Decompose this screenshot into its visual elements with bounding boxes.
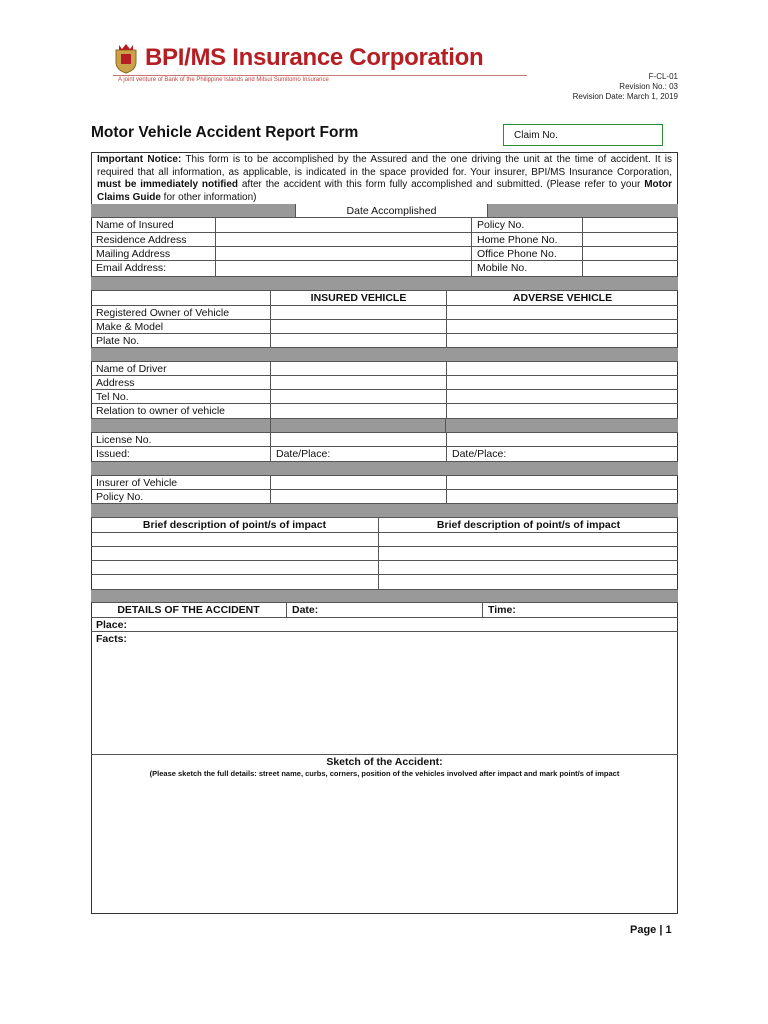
- vehicle-header-row: [91, 291, 678, 306]
- insured-vehicle-header: INSURED VEHICLE: [270, 291, 446, 305]
- date-place-field[interactable]: Date/Place:: [446, 447, 678, 461]
- form-row: [91, 247, 678, 261]
- field-label: Address: [96, 377, 135, 389]
- field-label: Insurer of Vehicle: [96, 477, 178, 489]
- field-label: Issued:: [96, 448, 130, 460]
- notice-label: Important Notice:: [97, 154, 182, 165]
- revision-date: Revision Date: March 1, 2019: [572, 92, 678, 101]
- form-row: [91, 233, 678, 247]
- field-label: Policy No.: [471, 218, 582, 232]
- field-input[interactable]: [446, 376, 678, 389]
- company-tagline: A joint venture of Bank of the Philippine Islands and Mitsui Sumitomo Insurance: [118, 77, 329, 83]
- impact-row: [91, 547, 678, 561]
- field-input[interactable]: [215, 261, 471, 276]
- date-accomplished-label: Date Accomplished: [295, 204, 488, 217]
- field-label: Home Phone No.: [471, 233, 582, 246]
- field-input[interactable]: [215, 218, 471, 232]
- accident-time-field[interactable]: Time:: [482, 603, 678, 617]
- field-input[interactable]: [270, 390, 446, 403]
- impact-input[interactable]: [378, 575, 678, 589]
- details-row: [91, 603, 678, 618]
- facts-row: [91, 632, 678, 755]
- field-input[interactable]: [446, 433, 678, 446]
- form-row: [91, 218, 678, 233]
- company-name: BPI/MS Insurance Corporation: [145, 44, 484, 71]
- field-input[interactable]: [582, 247, 678, 260]
- field-input[interactable]: [270, 476, 446, 489]
- field-label: Tel No.: [96, 391, 129, 403]
- form-row: [91, 390, 678, 404]
- field-input[interactable]: [446, 334, 678, 347]
- field-input[interactable]: [270, 334, 446, 347]
- field-input[interactable]: [270, 490, 446, 503]
- sketch-title: Sketch of the Accident:: [326, 756, 443, 768]
- field-input[interactable]: [582, 218, 678, 232]
- sketch-area[interactable]: [92, 782, 677, 912]
- field-input[interactable]: [446, 490, 678, 503]
- form-row: [91, 362, 678, 376]
- field-input[interactable]: [446, 390, 678, 403]
- field-label: Name of Insured: [96, 219, 174, 231]
- field-label: License No.: [96, 434, 152, 446]
- impact-input[interactable]: [91, 547, 378, 560]
- field-input[interactable]: [446, 476, 678, 489]
- header-divider: [113, 75, 527, 76]
- field-label: Residence Address: [96, 234, 187, 246]
- field-input[interactable]: [270, 433, 446, 446]
- impact-input[interactable]: [378, 533, 678, 546]
- form-row: [91, 376, 678, 390]
- form-code: F-CL-01: [648, 72, 678, 81]
- impact-row: [91, 533, 678, 547]
- section-separator: [91, 590, 678, 603]
- crest-logo-icon: [113, 42, 139, 74]
- adverse-vehicle-header: ADVERSE VEHICLE: [446, 291, 678, 305]
- accident-place-field[interactable]: Place:: [96, 619, 127, 631]
- impact-input[interactable]: [91, 575, 378, 589]
- impact-input[interactable]: [378, 561, 678, 574]
- section-separator: [91, 419, 678, 433]
- field-input[interactable]: [582, 261, 678, 276]
- form-row: [91, 447, 678, 462]
- impact-input[interactable]: [91, 561, 378, 574]
- notice-text-3: for other information): [160, 191, 257, 203]
- place-row: [91, 618, 678, 632]
- page-number: Page | 1: [630, 924, 672, 936]
- field-input[interactable]: [270, 362, 446, 375]
- claim-no-label: Claim No.: [514, 130, 558, 141]
- field-label: Plate No.: [96, 335, 140, 347]
- sketch-instructions: (Please sketch the full details: street name, curbs, corners, position of the vehicles involved after impact and mark point/s of impact: [149, 769, 620, 778]
- notice-row: [91, 152, 678, 205]
- field-input[interactable]: [270, 404, 446, 418]
- date-accomplished-row: [91, 204, 678, 218]
- field-label: Office Phone No.: [471, 247, 582, 260]
- impact-input[interactable]: [378, 547, 678, 560]
- field-input[interactable]: [215, 233, 471, 246]
- section-separator: [91, 348, 678, 362]
- impact-header-insured: Brief description of point/s of impact: [142, 519, 327, 531]
- separator-divider: [270, 419, 446, 432]
- impact-row: [91, 575, 678, 590]
- notice-text-2: after the accident with this form fully accomplished and submitted. (Please refer to your: [238, 179, 645, 190]
- section-separator: [91, 462, 678, 476]
- field-label: Make & Model: [96, 321, 164, 333]
- form-row: [91, 306, 678, 320]
- section-separator: [91, 277, 678, 291]
- form-row: [91, 334, 678, 348]
- field-input[interactable]: [446, 306, 678, 319]
- field-label: Policy No.: [96, 491, 144, 503]
- impact-input[interactable]: [91, 533, 378, 546]
- field-input[interactable]: [446, 404, 678, 418]
- field-input[interactable]: [446, 362, 678, 375]
- field-input[interactable]: [582, 233, 678, 246]
- details-label: DETAILS OF THE ACCIDENT: [117, 604, 260, 616]
- company-header: [113, 42, 527, 88]
- field-label: Mailing Address: [96, 248, 171, 260]
- field-input[interactable]: [446, 320, 678, 333]
- accident-date-field[interactable]: Date:: [286, 603, 482, 617]
- field-input[interactable]: [270, 376, 446, 389]
- form-row: [91, 476, 678, 490]
- field-label: Relation to owner of vehicle: [96, 405, 225, 417]
- field-input[interactable]: [270, 306, 446, 319]
- impact-header-row: [91, 518, 678, 533]
- form-title: Motor Vehicle Accident Report Form: [91, 124, 359, 141]
- impact-header-adverse: Brief description of point/s of impact: [378, 518, 678, 532]
- notice-bold-2: Motor Claims Guide: [97, 179, 672, 203]
- notice-bold-1: must be immediately notified: [97, 179, 239, 190]
- form-row: [91, 433, 678, 447]
- impact-row: [91, 561, 678, 575]
- field-input[interactable]: [215, 247, 471, 260]
- field-label: Registered Owner of Vehicle: [96, 307, 230, 319]
- form-row: [91, 320, 678, 334]
- form-row: [91, 404, 678, 419]
- revision-no: Revision No.: 03: [619, 82, 678, 91]
- field-input[interactable]: [270, 320, 446, 333]
- accident-facts-field[interactable]: Facts:: [96, 633, 127, 645]
- revision-info: [573, 72, 678, 102]
- field-label: Name of Driver: [96, 363, 167, 375]
- date-place-field[interactable]: Date/Place:: [270, 447, 446, 461]
- field-label: Mobile No.: [471, 261, 582, 276]
- form-row: [91, 261, 678, 277]
- section-separator: [91, 504, 678, 518]
- notice-text-1: This form is to be accomplished by the Assured and the one driving the unit at the time of accident. It is required that all information, as applicable, is indicated in the space provided for. Your insurer, BPI/MS Insurance Corporation,: [97, 154, 672, 178]
- field-label: Email Address:: [96, 262, 167, 274]
- claim-no-field[interactable]: [503, 124, 663, 146]
- form-row: [91, 490, 678, 504]
